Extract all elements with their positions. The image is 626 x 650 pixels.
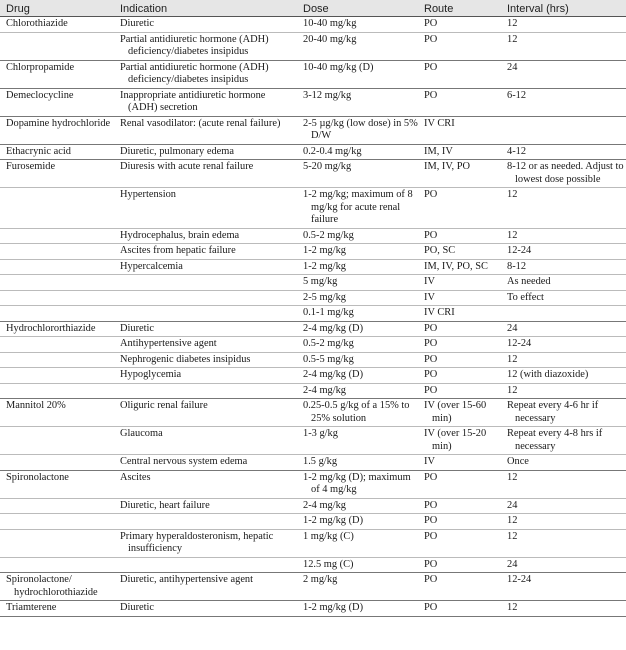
cell-interval: 12	[507, 515, 518, 526]
table-row	[0, 573, 626, 601]
cell-drug	[0, 353, 114, 368]
cell-route: PO	[424, 353, 438, 365]
cell-drug	[0, 188, 114, 228]
cell-dose: 2-5 mg/kg	[303, 291, 347, 303]
cell-interval: 12	[507, 33, 518, 45]
cell-route: IV	[424, 456, 435, 467]
cell-dose: 2-4 mg/kg	[303, 384, 347, 396]
cell-drug	[0, 427, 114, 454]
cell-interval: 12	[507, 189, 518, 200]
table-row	[0, 353, 626, 369]
cell-drug: Hydrochlororthiazide	[6, 322, 96, 334]
cell-indication	[114, 558, 297, 573]
cell-drug: Demeclocycline	[6, 89, 74, 101]
table-row	[0, 455, 626, 471]
cell-indication: Hypercalcemia	[120, 260, 183, 272]
cell-dose: 2 mg/kg	[303, 574, 338, 585]
table-row	[0, 384, 626, 400]
cell-dose: 1-2 mg/kg (D); maximum of 4 mg/kg	[303, 471, 411, 495]
table-row	[0, 145, 626, 161]
cell-indication: Diuretic	[120, 322, 155, 334]
cell-route: PO	[424, 189, 438, 200]
table-row	[0, 244, 626, 260]
cell-indication: Oliguric renal failure	[120, 400, 208, 411]
cell-indication: Partial antidiuretic hormone (ADH) deficiency/diabetes insipidus	[120, 33, 269, 57]
cell-indication	[114, 306, 297, 321]
cell-interval: 12	[507, 471, 518, 483]
cell-interval: 12	[507, 18, 518, 29]
table-row	[0, 117, 626, 145]
cell-indication: Central nervous system edema	[120, 456, 248, 467]
table-row	[0, 368, 626, 384]
cell-drug	[0, 306, 114, 321]
cell-interval: 8-12 or as needed. Adjust to lowest dose possible	[507, 161, 624, 185]
cell-indication: Diuresis with acute renal failure	[120, 161, 254, 172]
cell-indication: Diuretic	[120, 602, 155, 613]
cell-route: PO	[424, 229, 438, 241]
table-row	[0, 89, 626, 117]
table-row	[0, 322, 626, 338]
cell-route: PO	[424, 515, 438, 526]
cell-interval: 24	[507, 322, 518, 334]
cell-drug	[0, 229, 114, 244]
table-row	[0, 530, 626, 558]
cell-drug	[0, 455, 114, 470]
table-body	[0, 17, 626, 617]
cell-drug	[0, 499, 114, 514]
cell-indication: Antihypertensive agent	[120, 338, 217, 349]
cell-drug	[0, 291, 114, 306]
cell-route: IV CRI	[424, 117, 455, 129]
cell-dose: 0.5-2 mg/kg	[303, 229, 354, 241]
cell-indication: Diuretic, antihypertensive agent	[120, 574, 254, 585]
table-row	[0, 61, 626, 89]
cell-interval: Once	[507, 456, 529, 467]
cell-route: IV	[424, 291, 435, 303]
cell-indication	[114, 384, 297, 399]
cell-drug: Spironolactone	[6, 471, 69, 483]
cell-route: IV CRI	[424, 307, 455, 318]
cell-route: IV (over 15-60 min)	[424, 400, 487, 424]
cell-route: PO, SC	[424, 245, 456, 256]
cell-interval: 24	[507, 558, 518, 570]
table-row	[0, 188, 626, 229]
cell-dose: 0.2-0.4 mg/kg	[303, 145, 362, 157]
table-row	[0, 229, 626, 245]
cell-route: PO	[424, 384, 438, 396]
cell-dose: 5 mg/kg	[303, 276, 338, 287]
cell-indication: Hypoglycemia	[120, 369, 182, 380]
cell-dose: 5-20 mg/kg	[303, 161, 352, 172]
cell-interval: 24	[507, 61, 518, 73]
cell-indication: Nephrogenic diabetes insipidus	[120, 353, 251, 365]
table-header	[0, 0, 626, 17]
cell-drug: Dopamine hydrochloride	[6, 117, 111, 129]
cell-indication: Ascites	[120, 471, 151, 483]
cell-interval: 12 (with diazoxide)	[507, 369, 589, 380]
cell-route: IM, IV, PO, SC	[424, 260, 488, 272]
cell-dose: 2-4 mg/kg (D)	[303, 322, 364, 334]
cell-route: PO	[424, 61, 438, 73]
cell-dose: 10-40 mg/kg (D)	[303, 61, 374, 73]
cell-interval: 24	[507, 499, 518, 511]
cell-indication: Renal vasodilator: (acute renal failure)	[120, 117, 281, 129]
cell-drug: Furosemide	[6, 161, 56, 172]
cell-route: PO	[424, 18, 438, 29]
cell-interval: 12	[507, 530, 518, 542]
cell-route: PO	[424, 558, 438, 570]
cell-route: IM, IV, PO	[424, 161, 470, 172]
cell-drug: Triamterene	[6, 602, 57, 613]
cell-indication: Hypertension	[120, 189, 176, 200]
table-row	[0, 260, 626, 276]
cell-interval: As needed	[507, 276, 551, 287]
cell-drug	[0, 337, 114, 352]
cell-indication	[114, 291, 297, 306]
cell-route: IV (over 15-20 min)	[424, 428, 487, 452]
cell-indication: Ascites from hepatic failure	[120, 245, 236, 256]
cell-indication	[114, 275, 297, 290]
cell-route: PO	[424, 369, 438, 380]
cell-indication: Hydrocephalus, brain edema	[120, 229, 240, 241]
header-indication: Indication	[120, 2, 168, 15]
cell-dose: 1 mg/kg (C)	[303, 530, 354, 542]
cell-indication: Diuretic, pulmonary edema	[120, 145, 234, 157]
cell-indication: Diuretic, heart failure	[120, 499, 210, 511]
header-interval: Interval (hrs)	[507, 2, 569, 15]
table-row	[0, 17, 626, 33]
table-row	[0, 160, 626, 188]
cell-dose: 0.1-1 mg/kg	[303, 307, 354, 318]
cell-interval: 6-12	[507, 89, 527, 101]
cell-interval: 12-24	[507, 338, 532, 349]
table-row	[0, 499, 626, 515]
cell-drug: Ethacrynic acid	[6, 145, 71, 157]
cell-interval: 12-24	[507, 574, 532, 585]
cell-indication: Partial antidiuretic hormone (ADH) deficiency/diabetes insipidus	[120, 61, 269, 85]
cell-dose: 1-2 mg/kg (D)	[303, 602, 364, 613]
cell-route: PO	[424, 471, 438, 483]
cell-dose: 1-2 mg/kg	[303, 260, 347, 272]
cell-drug	[0, 33, 114, 60]
cell-drug	[0, 530, 114, 557]
cell-indication	[114, 514, 297, 529]
cell-interval: Repeat every 4-6 hr if necessary	[507, 400, 599, 424]
cell-interval: 12-24	[507, 245, 532, 256]
cell-indication: Diuretic	[120, 18, 155, 29]
table-row	[0, 514, 626, 530]
header-drug: Drug	[6, 2, 30, 15]
cell-dose: 12.5 mg (C)	[303, 558, 354, 570]
cell-route: PO	[424, 338, 438, 349]
cell-dose: 0.5-5 mg/kg	[303, 353, 354, 365]
table-row	[0, 601, 626, 617]
cell-route: PO	[424, 322, 438, 334]
cell-drug	[0, 260, 114, 275]
table-row	[0, 33, 626, 61]
cell-route: PO	[424, 89, 438, 101]
cell-dose: 1-2 mg/kg	[303, 245, 347, 256]
cell-interval: Repeat every 4-8 hrs if necessary	[507, 428, 603, 452]
cell-route: PO	[424, 602, 438, 613]
cell-interval: 4-12	[507, 145, 527, 157]
cell-dose: 0.25-0.5 g/kg of a 15% to 25% solution	[303, 400, 410, 424]
header-dose: Dose	[303, 2, 329, 15]
cell-interval	[501, 117, 626, 144]
cell-drug: Spironolactone/ hydrochlorothiazide	[6, 574, 98, 598]
cell-dose: 2-4 mg/kg	[303, 499, 347, 511]
table-row	[0, 337, 626, 353]
table-row	[0, 291, 626, 307]
cell-dose: 1-2 mg/kg (D)	[303, 515, 364, 526]
cell-dose: 10-40 mg/kg	[303, 18, 357, 29]
cell-route: IM, IV	[424, 145, 453, 157]
cell-interval: To effect	[507, 291, 544, 303]
cell-route: PO	[424, 499, 438, 511]
table-row	[0, 399, 626, 427]
cell-route: PO	[424, 574, 438, 585]
cell-indication: Glaucoma	[120, 428, 163, 439]
cell-drug	[0, 244, 114, 259]
header-route: Route	[424, 2, 454, 15]
cell-indication: Primary hyperaldosteronism, hepatic insufficiency	[120, 530, 274, 554]
cell-route: PO	[424, 530, 438, 542]
cell-interval: 12	[507, 384, 518, 396]
cell-route: PO	[424, 33, 438, 45]
cell-route: IV	[424, 276, 435, 287]
cell-drug	[0, 558, 114, 573]
cell-dose: 1.5 g/kg	[303, 456, 338, 467]
cell-drug	[0, 514, 114, 529]
cell-drug	[0, 275, 114, 290]
table-row	[0, 558, 626, 574]
cell-dose: 2-4 mg/kg (D)	[303, 369, 364, 380]
cell-interval: 8-12	[507, 260, 527, 272]
cell-interval	[501, 306, 626, 321]
cell-drug	[0, 368, 114, 383]
cell-dose: 0.5-2 mg/kg	[303, 338, 354, 349]
cell-indication: Inappropriate antidiuretic hormone (ADH) secretion	[120, 89, 266, 113]
cell-drug	[0, 384, 114, 399]
cell-drug: Chlorpropamide	[6, 61, 75, 73]
table-row	[0, 471, 626, 499]
cell-interval: 12	[507, 353, 518, 365]
cell-drug: Chlorothiazide	[6, 18, 68, 29]
cell-dose: 3-12 mg/kg	[303, 89, 352, 101]
cell-dose: 2-5 µg/kg (low dose) in 5% D/W	[303, 117, 418, 141]
cell-dose: 1-2 mg/kg; maximum of 8 mg/kg for acute renal failure	[303, 189, 413, 225]
cell-interval: 12	[507, 602, 518, 613]
cell-dose: 1-3 g/kg	[303, 428, 338, 439]
table-row	[0, 275, 626, 291]
cell-dose: 20-40 mg/kg	[303, 33, 357, 45]
table-row	[0, 306, 626, 322]
cell-drug: Mannitol 20%	[6, 400, 66, 411]
table-row	[0, 427, 626, 455]
cell-interval: 12	[507, 229, 518, 241]
